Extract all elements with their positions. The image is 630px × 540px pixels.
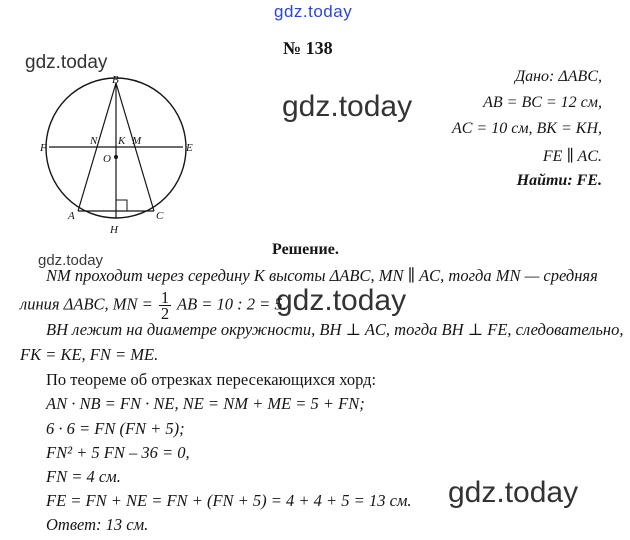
- label-e: E: [186, 142, 193, 154]
- solution-line-10: FE = FN + NE = FN + (FN + 5) = 4 + 4 + 5 = 13 см.: [46, 491, 412, 510]
- solution-line-2-end: AB = 10 : 2 = 5.: [177, 294, 287, 314]
- label-f: F: [40, 142, 47, 154]
- solution-line-4: FK = KE, FN = ME.: [20, 345, 159, 364]
- solution-line-2-start: линия ΔABC, MN =: [20, 294, 153, 314]
- label-b: B: [112, 74, 119, 86]
- given-line-2: AB = BC = 12 см,: [483, 94, 602, 111]
- solution-line-9: FN = 4 см.: [46, 467, 121, 486]
- watermark-left-small: gdz.today: [38, 252, 104, 269]
- fraction-numerator: 1: [160, 288, 170, 307]
- solution-line-7: 6 · 6 = FN (FN + 5);: [46, 419, 185, 438]
- watermark-center: gdz.today: [282, 90, 413, 123]
- problem-number: № 138: [283, 38, 333, 58]
- label-m: M: [132, 135, 142, 147]
- solution-line-3: BH лежит на диаметре окружности, BH ⊥ AC, тогда BH ⊥ FE, следовательно,: [46, 320, 624, 339]
- given-line-1: Дано: ΔABC,: [514, 68, 602, 85]
- label-h: H: [110, 224, 118, 236]
- watermark-bottom-right: gdz.today: [448, 476, 579, 509]
- label-n: N: [90, 135, 98, 147]
- given-line-3: AC = 10 см, BK = KH,: [451, 120, 602, 137]
- solution-line-1: NM проходит через середину K высоты ΔABC, MN ∥ AC, тогда MN — средняя: [46, 266, 598, 285]
- label-a: A: [68, 210, 75, 222]
- label-k: K: [118, 135, 126, 147]
- watermark-left-top: gdz.today: [25, 52, 108, 73]
- solution-line-2: [20, 290, 287, 321]
- geometry-figure: [30, 72, 220, 237]
- given-find: Найти: FE.: [516, 172, 602, 189]
- right-angle-mark: [116, 200, 127, 211]
- given-line-4: FE ∥ AC.: [542, 148, 602, 165]
- label-o: O: [103, 153, 111, 165]
- answer-line: Ответ: 13 см.: [46, 515, 149, 534]
- solution-line-5: По теореме об отрезках пересекающихся хорд:: [46, 370, 377, 389]
- solution-line-6: AN · NB = FN · NE, NE = NM + ME = 5 + FN;: [46, 394, 365, 413]
- watermark-top: gdz.today: [274, 2, 353, 21]
- solution-heading: Решение.: [272, 241, 339, 258]
- label-c: C: [156, 210, 164, 222]
- center-point: [114, 155, 118, 159]
- watermark-middle: gdz.today: [276, 284, 407, 317]
- fraction-denominator: 2: [160, 304, 170, 323]
- fraction-one-half: [159, 290, 171, 321]
- solution-line-8: FN² + 5 FN – 36 = 0,: [46, 443, 190, 462]
